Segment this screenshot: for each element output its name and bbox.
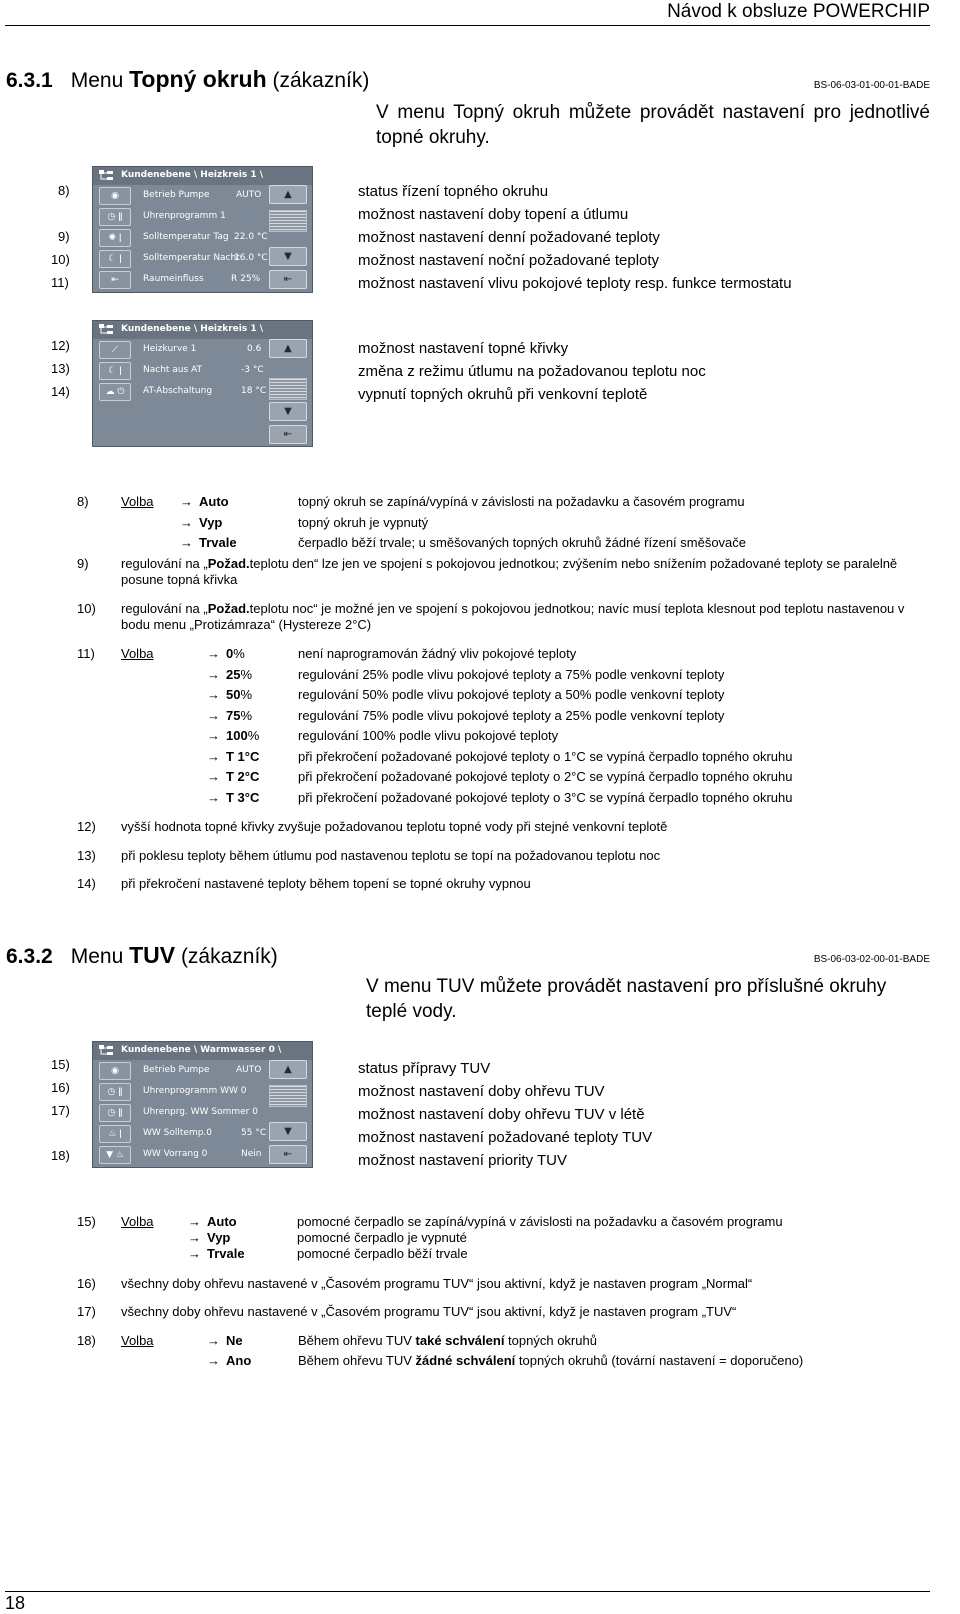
- option-label: Vyp: [207, 1230, 231, 1245]
- row-label: AT-Abschaltung: [143, 386, 213, 396]
- option-label: T 3°C: [226, 790, 260, 805]
- legend-desc: při překročení požadované pokojové teploty o 3°C se vypíná čerpadlo topného okruhu: [298, 790, 793, 805]
- down-arrow-icon[interactable]: ▼: [269, 402, 307, 421]
- screen-row-clock-program[interactable]: [93, 208, 271, 225]
- legend-select-15: Volba: [121, 1214, 154, 1229]
- row-value: 18 °C: [241, 386, 267, 396]
- legend-num-12: 12): [77, 819, 96, 834]
- marker-12: 12): [51, 338, 70, 353]
- marker-10: 10): [51, 252, 70, 267]
- text-part: topných okruhů: [504, 1333, 597, 1348]
- option-label: 100: [226, 728, 248, 743]
- screen-title: Kundenebene \ Warmwasser 0 \: [121, 1045, 282, 1055]
- down-arrow-icon[interactable]: ▼: [269, 247, 307, 266]
- row-label: Uhrenprogramm 1: [143, 211, 226, 221]
- option-label: Ano: [226, 1353, 252, 1368]
- marker-17: 17): [51, 1103, 70, 1118]
- section-heading-tuv: [6, 942, 278, 969]
- option-label: 75: [226, 708, 241, 723]
- down-arrow-icon[interactable]: ▼: [269, 1122, 307, 1141]
- section-code: BS-06-03-02-00-01-BADE: [813, 954, 930, 965]
- row-label: Betrieb Pumpe: [143, 190, 210, 200]
- legend-option: [207, 646, 245, 661]
- menu-tree-icon: [99, 1045, 113, 1056]
- device-screen-hot-water: [92, 1041, 313, 1168]
- arrow-icon: →: [180, 515, 193, 530]
- legend-text-10: [121, 601, 921, 633]
- option-unit: %: [240, 687, 253, 702]
- arrow-icon: →: [188, 1214, 201, 1229]
- arrow-icon: →: [207, 646, 220, 661]
- legend-desc: topný okruh je vypnutý: [298, 515, 429, 530]
- section-name: TUV: [129, 942, 176, 968]
- option-unit: %: [240, 667, 253, 682]
- text-bold: také schválení: [415, 1333, 505, 1348]
- legend-text-9: [121, 556, 921, 588]
- screen-row-heating-curve[interactable]: [93, 341, 271, 358]
- option-label: T 2°C: [226, 769, 260, 784]
- up-arrow-icon[interactable]: ▲: [269, 339, 307, 358]
- back-arrow-icon[interactable]: ⇤: [269, 270, 307, 289]
- description-11: možnost nastavení vlivu pokojové teploty resp. funkce termostatu: [358, 275, 792, 292]
- section-number: 6.3.2: [6, 945, 53, 968]
- text-part: teplotu noc“ je možné jen ve spojení s pokojovou jednotkou; navíc musí teplota klesnout pod teplotu nastavenou v bodu menu „Protizámraza“ (Hystereze 2°C): [121, 601, 905, 632]
- text-part: regulování na „: [121, 601, 208, 616]
- legend-desc: [298, 1333, 597, 1348]
- description-16: možnost nastavení doby ohřevu TUV: [358, 1083, 605, 1100]
- legend-option: [207, 728, 259, 743]
- description-8: status řízení topného okruhu: [358, 183, 549, 200]
- row-value: R 25%: [231, 274, 261, 284]
- screen-row-pump[interactable]: [93, 187, 271, 204]
- option-label: 50: [226, 687, 241, 702]
- legend-desc: [298, 1353, 803, 1368]
- legend-option: [188, 1230, 230, 1245]
- marker-13: 13): [51, 361, 70, 376]
- option-unit: %: [240, 708, 253, 723]
- row-label: Solltemperatur Tag: [143, 232, 229, 242]
- header-rule: [5, 25, 930, 26]
- legend-desc: regulování 100% podle vlivu pokojové teploty: [298, 728, 559, 743]
- text-part: topných okruhů (tovární nastavení = doporučeno): [515, 1353, 804, 1368]
- back-arrow-icon[interactable]: ⇤: [269, 425, 307, 444]
- row-value: 16.0 °C: [234, 253, 268, 263]
- legend-num-10: 10): [77, 601, 96, 616]
- legend-option: [207, 769, 259, 784]
- scroll-handle[interactable]: [269, 210, 307, 232]
- up-arrow-icon[interactable]: ▲: [269, 1060, 307, 1079]
- option-unit: %: [247, 728, 260, 743]
- up-arrow-icon[interactable]: ▲: [269, 185, 307, 204]
- legend-option: [180, 515, 222, 530]
- arrow-icon: →: [188, 1230, 201, 1245]
- screen-row-night-temp[interactable]: [93, 250, 271, 267]
- device-screen-heating-curve: [92, 320, 313, 447]
- option-label: Vyp: [199, 515, 223, 530]
- pump-icon: ◉: [99, 1062, 131, 1080]
- row-label: Heizkurve 1: [143, 344, 197, 354]
- legend-text-17: všechny doby ohřevu nastavené v „Časovém programu TUV“ jsou aktivní, když je nastaven program „TUV“: [121, 1304, 737, 1319]
- screen-title-bar: [93, 167, 312, 185]
- option-label: T 1°C: [226, 749, 260, 764]
- legend-option: [207, 708, 252, 723]
- legend-num-14: 14): [77, 876, 96, 891]
- arrow-icon: →: [207, 1333, 220, 1348]
- legend-desc: regulování 25% podle vlivu pokojové teploty a 75% podle venkovní teploty: [298, 667, 725, 682]
- arrow-icon: →: [207, 687, 220, 702]
- row-value: 22.0 °C: [234, 232, 268, 242]
- text-part: Během ohřevu TUV: [298, 1333, 416, 1348]
- row-label: Raumeinfluss: [143, 274, 204, 284]
- arrow-icon: →: [207, 769, 220, 784]
- pump-icon: ◉: [99, 187, 131, 205]
- row-label: WW Vorrang 0: [143, 1149, 208, 1159]
- legend-desc: při překročení požadované pokojové teploty o 2°C se vypíná čerpadlo topného okruhu: [298, 769, 793, 784]
- section-intro: V menu Topný okruh můžete provádět nastavení pro jednotlivé topné okruhy.: [376, 102, 930, 148]
- sun-icon: ✺ ǀ: [99, 229, 131, 247]
- legend-option: [207, 1353, 251, 1368]
- option-label: Auto: [207, 1214, 237, 1229]
- screen-title: Kundenebene \ Heizkreis 1 \: [121, 324, 264, 334]
- text-bold: Požad.: [207, 601, 250, 616]
- arrow-icon: →: [180, 494, 193, 509]
- legend-option: [188, 1246, 245, 1261]
- option-label: Trvale: [207, 1246, 245, 1261]
- clock-icon: ◷ ǁ: [99, 1083, 131, 1101]
- legend-select-11: Volba: [121, 646, 154, 661]
- device-screen-heating-circuit: [92, 166, 313, 293]
- section-intro: V menu TUV můžete provádět nastavení pro příslušné okruhy teplé vody.: [366, 976, 887, 1022]
- screen-title-bar: [93, 321, 312, 339]
- description-10: možnost nastavení noční požadované teploty: [358, 252, 660, 269]
- legend-desc: pomocné čerpadlo se zapíná/vypíná v závislosti na požadavku a časovém programu: [297, 1214, 783, 1229]
- option-label: Auto: [199, 494, 229, 509]
- row-label: WW Solltemp.0: [143, 1128, 213, 1138]
- section-code: BS-06-03-01-00-01-BADE: [813, 80, 930, 91]
- screen-row-room-influence[interactable]: [93, 271, 271, 288]
- legend-desc: pomocné čerpadlo běží trvale: [297, 1246, 468, 1261]
- marker-8: 8): [58, 183, 70, 198]
- legend-text-14: při překročení nastavené teploty během topení se topné okruhy vypnou: [121, 876, 531, 891]
- screen-row-water-temp[interactable]: [93, 1125, 271, 1142]
- description-9: možnost nastavení denní požadované teploty: [358, 229, 660, 246]
- legend-desc: při překročení požadované pokojové teploty o 1°C se vypíná čerpadlo topného okruhu: [298, 749, 793, 764]
- clock-icon: ◷ ǁ: [99, 1104, 131, 1122]
- tap-icon: ♨ ǀ: [99, 1125, 131, 1143]
- text-part: Během ohřevu TUV: [298, 1353, 416, 1368]
- footer-rule: [5, 1591, 930, 1592]
- row-label: Uhrenprogramm WW 0: [143, 1086, 247, 1096]
- legend-num-17: 17): [77, 1304, 96, 1319]
- screen-row-outdoor-cutoff[interactable]: [93, 383, 271, 400]
- arrow-icon: →: [207, 749, 220, 764]
- legend-desc: pomocné čerpadlo je vypnuté: [297, 1230, 467, 1245]
- description-clock: možnost nastavení doby topení a útlumu: [358, 206, 629, 223]
- arrow-icon: →: [207, 790, 220, 805]
- legend-desc: čerpadlo běží trvale; u směšovaných topných okruhů žádné řízení směšovače: [298, 535, 747, 550]
- description-17: možnost nastavení doby ohřevu TUV v létě: [358, 1106, 645, 1123]
- legend-select-18: Volba: [121, 1333, 154, 1348]
- legend-desc: topný okruh se zapíná/vypíná v závislosti na požadavku a časovém programu: [298, 494, 745, 509]
- arrow-icon: →: [207, 728, 220, 743]
- section-suffix: (zákazník): [272, 69, 370, 92]
- text-part: regulování na „: [121, 556, 208, 571]
- description-12: možnost nastavení topné křivky: [358, 340, 569, 357]
- row-value: AUTO: [236, 1065, 262, 1075]
- description-temp: možnost nastavení požadované teploty TUV: [358, 1129, 653, 1146]
- legend-text-12: vyšší hodnota topné křivky zvyšuje požadovanou teplotu topné vody při stejné venkovní teplotě: [121, 819, 668, 834]
- legend-text-16: všechny doby ohřevu nastavené v „Časovém programu TUV“ jsou aktivní, když je nastaven program „Normal“: [121, 1276, 753, 1291]
- legend-option: [180, 535, 237, 550]
- arrow-icon: →: [207, 1353, 220, 1368]
- legend-select-8: Volba: [121, 494, 154, 509]
- screen-title: Kundenebene \ Heizkreis 1 \: [121, 170, 264, 180]
- thermometer-icon: ☾ ǀ: [99, 362, 131, 380]
- description-15: status přípravy TUV: [358, 1060, 491, 1077]
- legend-text-13: při poklesu teploty během útlumu pod nastavenou teplotu se topí na požadovanou teplotu noc: [121, 848, 661, 863]
- room-influence-icon: ⇤: [99, 271, 131, 289]
- option-label: 25: [226, 667, 241, 682]
- clock-icon: ◷ ǁ: [99, 208, 131, 226]
- option-label: Ne: [226, 1333, 243, 1348]
- marker-9: 9): [58, 229, 70, 244]
- screen-row-summer-program[interactable]: [93, 1104, 271, 1121]
- option-label: 0: [226, 646, 234, 661]
- description-14: vypnutí topných okruhů při venkovní teplotě: [358, 386, 648, 403]
- legend-num-16: 16): [77, 1276, 96, 1291]
- legend-num-13: 13): [77, 848, 96, 863]
- row-value: Nein: [241, 1149, 262, 1159]
- thermometer-icon: ☾ ǀ: [99, 250, 131, 268]
- row-value: AUTO: [236, 190, 262, 200]
- legend-option: [207, 667, 252, 682]
- scroll-handle[interactable]: [269, 1085, 307, 1107]
- legend-option: [180, 494, 229, 509]
- legend-desc: není naprogramován žádný vliv pokojové teploty: [298, 646, 577, 661]
- priority-icon: ▼ ♨: [99, 1146, 131, 1164]
- arrow-icon: →: [207, 708, 220, 723]
- section-suffix: (zákazník): [180, 945, 278, 968]
- legend-desc: regulování 75% podle vlivu pokojové teploty a 25% podle venkovní teploty: [298, 708, 725, 723]
- legend-option: [207, 1333, 243, 1348]
- row-value: -3 °C: [241, 365, 264, 375]
- marker-16: 16): [51, 1080, 70, 1095]
- arrow-icon: →: [207, 667, 220, 682]
- legend-num-15: 15): [77, 1214, 96, 1229]
- legend-num-11: 11): [77, 646, 95, 661]
- screen-row-night-off[interactable]: [93, 362, 271, 379]
- marker-11: 11): [51, 275, 69, 290]
- scroll-handle[interactable]: [269, 378, 307, 400]
- section-heading-topny-okruh: [6, 66, 369, 93]
- arrow-icon: →: [188, 1246, 201, 1261]
- row-label: Uhrenprg. WW Sommer 0: [143, 1107, 258, 1117]
- option-label: Trvale: [199, 535, 237, 550]
- text-bold: Požad.: [207, 556, 250, 571]
- screen-row-day-temp[interactable]: [93, 229, 271, 246]
- marker-18: 18): [51, 1148, 70, 1163]
- row-value: 55 °C: [241, 1128, 267, 1138]
- page-number: 18: [5, 1593, 26, 1613]
- screen-row-priority[interactable]: [93, 1146, 271, 1163]
- row-label: Nacht aus AT: [143, 365, 203, 375]
- menu-tree-icon: [99, 324, 113, 335]
- row-label: Betrieb Pumpe: [143, 1065, 210, 1075]
- screen-title-bar: [93, 1042, 312, 1060]
- menu-tree-icon: [99, 170, 113, 181]
- text-part: teplotu den“ lze jen ve spojení s pokojovou jednotkou; zvýšením nebo snížením požadované teploty se paralelně posune topná křivka: [121, 556, 898, 587]
- legend-option: [207, 790, 259, 805]
- legend-num-18: 18): [77, 1333, 96, 1348]
- legend-num-9: 9): [77, 556, 89, 571]
- legend-option: [188, 1214, 237, 1229]
- curve-icon: ⟋: [99, 341, 131, 359]
- marker-14: 14): [51, 384, 70, 399]
- marker-15: 15): [51, 1057, 70, 1072]
- legend-option: [207, 749, 259, 764]
- section-name: Topný okruh: [129, 66, 267, 92]
- section-menu-word: Menu: [70, 69, 124, 92]
- row-label: Solltemperatur Nacht: [143, 253, 240, 263]
- legend-desc: regulování 50% podle vlivu pokojové teploty a 50% podle venkovní teploty: [298, 687, 725, 702]
- legend-num-8: 8): [77, 494, 89, 509]
- option-unit: %: [233, 646, 245, 661]
- weather-icon: ☁ ⏻: [99, 383, 131, 401]
- screen-row-pump[interactable]: [93, 1062, 271, 1079]
- back-arrow-icon[interactable]: ⇤: [269, 1145, 307, 1164]
- screen-row-clock-program[interactable]: [93, 1083, 271, 1100]
- description-18: možnost nastavení priority TUV: [358, 1152, 567, 1169]
- section-number: 6.3.1: [6, 69, 53, 92]
- arrow-icon: →: [180, 535, 193, 550]
- section-menu-word: Menu: [70, 945, 124, 968]
- legend-option: [207, 687, 252, 702]
- description-13: změna z režimu útlumu na požadovanou teplotu noc: [358, 363, 706, 380]
- text-bold: žádné schválení: [415, 1353, 516, 1368]
- page-header-title: Návod k obsluze POWERCHIP: [667, 1, 930, 22]
- row-value: 0.6: [247, 344, 262, 354]
